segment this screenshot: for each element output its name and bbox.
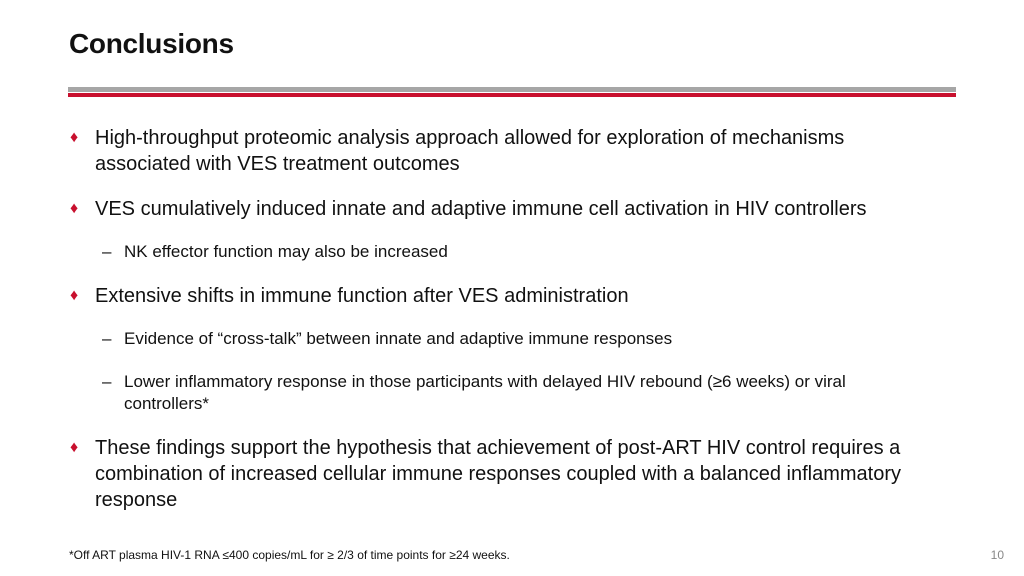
title-divider-gray [68, 87, 956, 92]
slide-title: Conclusions [69, 28, 234, 59]
sub-bullet-3-1-line-1: Evidence of “cross-talk” between innate and adaptive immune responses [124, 329, 673, 348]
bullet-1-line-1: High-throughput proteomic analysis approach allowed for exploration of mechanisms [95, 127, 845, 149]
sub-bullet-2-1-line-1: NK effector function may also be increased [124, 242, 448, 261]
dash-bullet-icon: – [102, 242, 112, 261]
bullet-4-line-3: response [95, 489, 178, 511]
footnote: *Off ART plasma HIV-1 RNA ≤400 copies/mL for ≥ 2/3 of time points for ≥24 weeks. [69, 548, 510, 562]
bullet-2-line-1: VES cumulatively induced innate and adaptive immune cell activation in HIV controllers [95, 198, 867, 220]
bullet-4-line-1: These findings support the hypothesis that achievement of post-ART HIV control requires a [95, 437, 901, 459]
diamond-bullet-icon: ♦ [70, 200, 79, 217]
bullet-1-line-2: associated with VES treatment outcomes [95, 153, 460, 175]
diamond-bullet-icon: ♦ [70, 129, 79, 146]
sub-bullet-3-2-line-1: Lower inflammatory response in those participants with delayed HIV rebound (≥6 weeks) or viral [124, 372, 846, 391]
page-number: 10 [990, 548, 1004, 562]
title-divider-red [68, 93, 956, 97]
diamond-bullet-icon: ♦ [70, 439, 79, 456]
bullet-4-line-2: combination of increased cellular immune responses coupled with a balanced inflammatory [95, 463, 901, 485]
dash-bullet-icon: – [102, 372, 112, 391]
sub-bullet-3-2-line-2: controllers* [124, 394, 210, 413]
diamond-bullet-icon: ♦ [70, 287, 79, 304]
dash-bullet-icon: – [102, 329, 112, 348]
bullet-3-line-1: Extensive shifts in immune function after VES administration [95, 285, 629, 307]
